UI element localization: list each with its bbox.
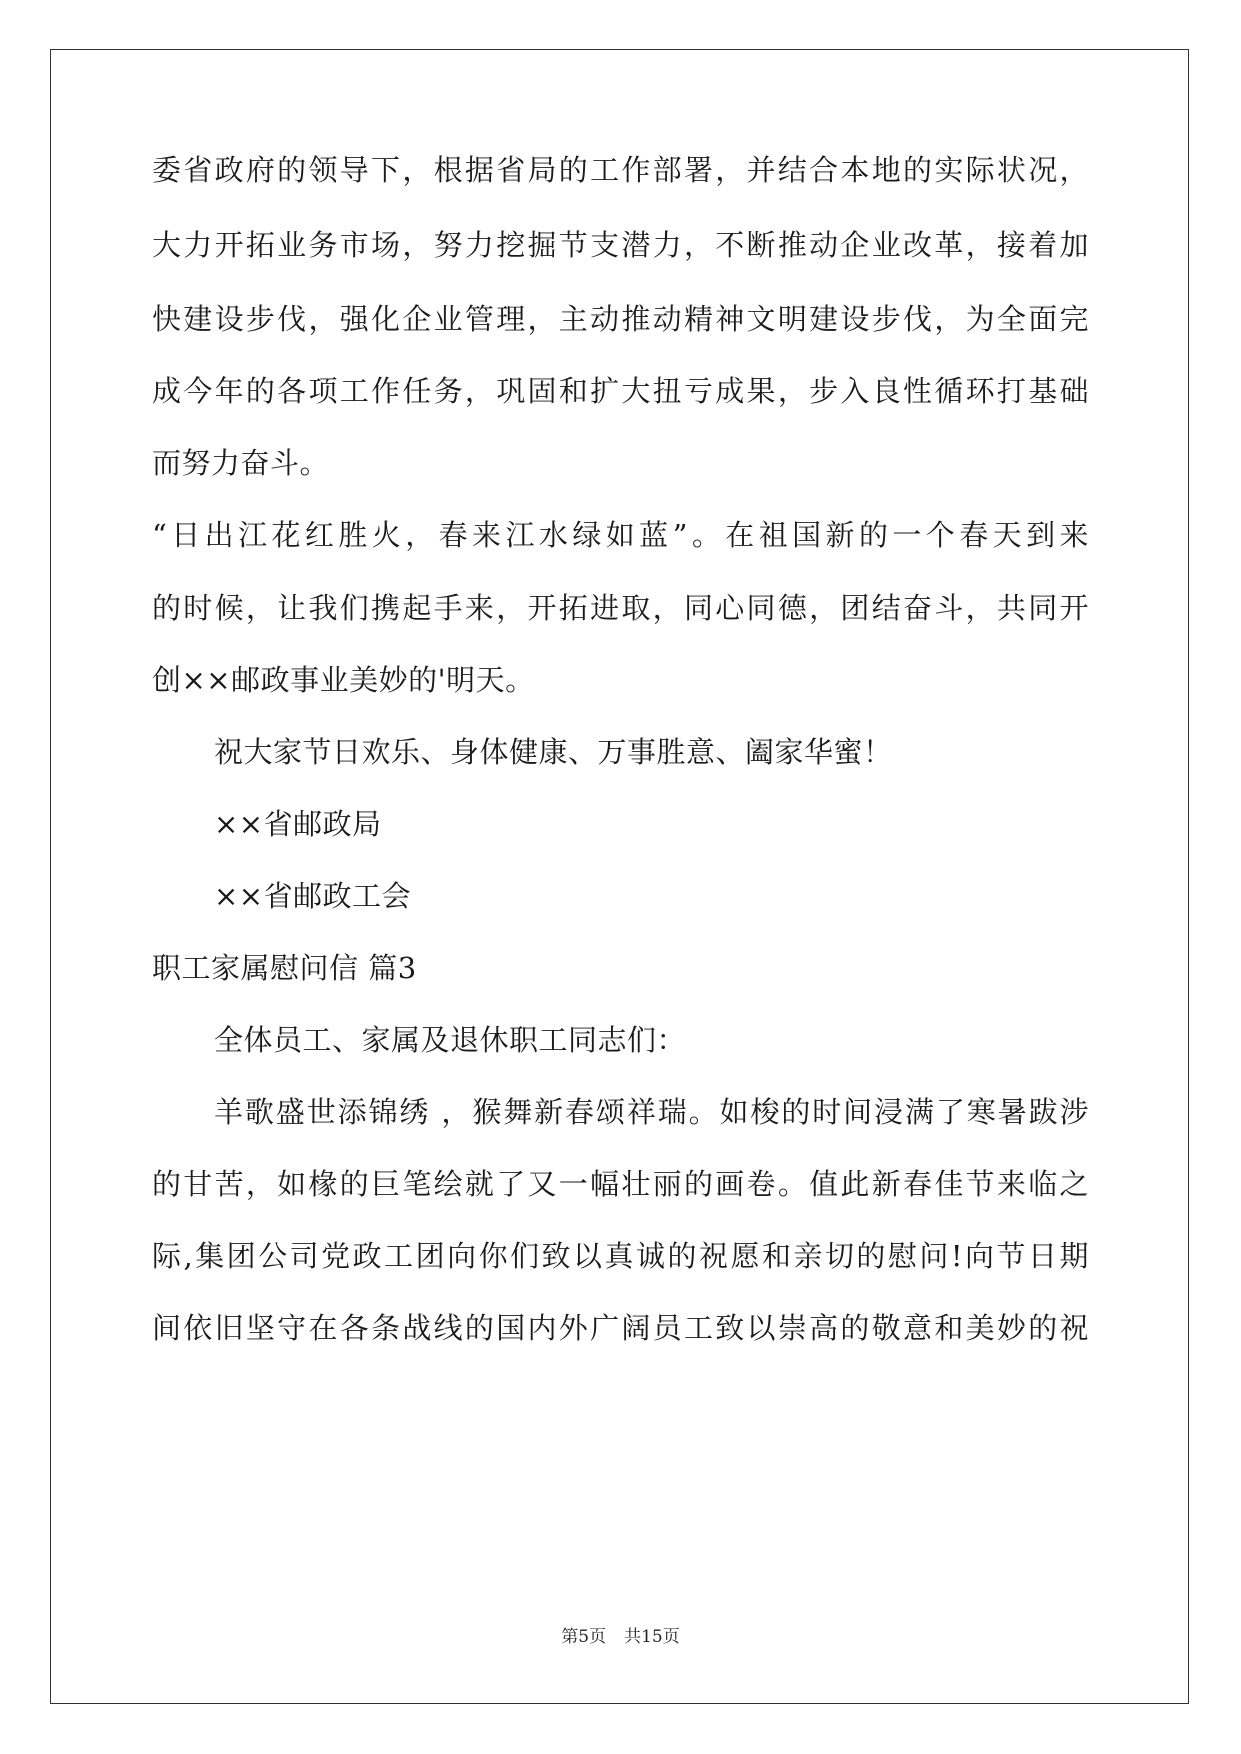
signature-org-1: ××省邮政局 bbox=[214, 807, 382, 841]
page-total: 共15页 bbox=[624, 1627, 680, 1647]
body-line: 创××邮政事业美妙的'明天。 bbox=[152, 663, 535, 697]
page-footer bbox=[0, 1626, 1241, 1648]
body-line: 大力开拓业务市场，努力挖掘节支潜力，不断推动企业改革，接着加 bbox=[152, 228, 1089, 262]
body-line: 快建设步伐，强化企业管理，主动推动精神文明建设步伐，为全面完 bbox=[152, 302, 1089, 336]
body-line: 而努力奋斗。 bbox=[152, 446, 330, 480]
body-line-quote: “日出江花红胜火，春来江水绿如蓝”。在祖国新的一个春天到来 bbox=[152, 518, 1089, 552]
signature-org-2: ××省邮政工会 bbox=[214, 879, 412, 913]
salutation: 全体员工、家属及退休职工同志们： bbox=[214, 1023, 687, 1057]
body-line: 成今年的各项工作任务，巩固和扩大扭亏成果，步入良性循环打基础 bbox=[152, 374, 1089, 408]
body-line: 羊歌盛世添锦绣 ，猴舞新春颂祥瑞。如梭的时间浸满了寒暑跋涉 bbox=[214, 1095, 1089, 1129]
section-heading: 职工家属慰问信 篇3 bbox=[152, 951, 417, 985]
page-border bbox=[50, 49, 1189, 1704]
body-line: 间依旧坚守在各条战线的国内外广阔员工致以崇高的敬意和美妙的祝 bbox=[152, 1311, 1089, 1345]
body-line: 的甘苦，如椽的巨笔绘就了又一幅壮丽的画卷。值此新春佳节来临之 bbox=[152, 1167, 1089, 1201]
page-number: 第5页 bbox=[561, 1627, 607, 1647]
body-line: 委省政府的领导下，根据省局的工作部署，并结合本地的实际状况， bbox=[152, 153, 1089, 187]
body-line: 的时候，让我们携起手来，开拓进取，同心同德，团结奋斗，共同开 bbox=[152, 591, 1089, 625]
body-line: 际,集团公司党政工团向你们致以真诚的祝愿和亲切的慰问!向节日期 bbox=[152, 1239, 1089, 1273]
greeting-line: 祝大家节日欢乐、身体健康、万事胜意、阖家华蜜！ bbox=[214, 735, 893, 769]
